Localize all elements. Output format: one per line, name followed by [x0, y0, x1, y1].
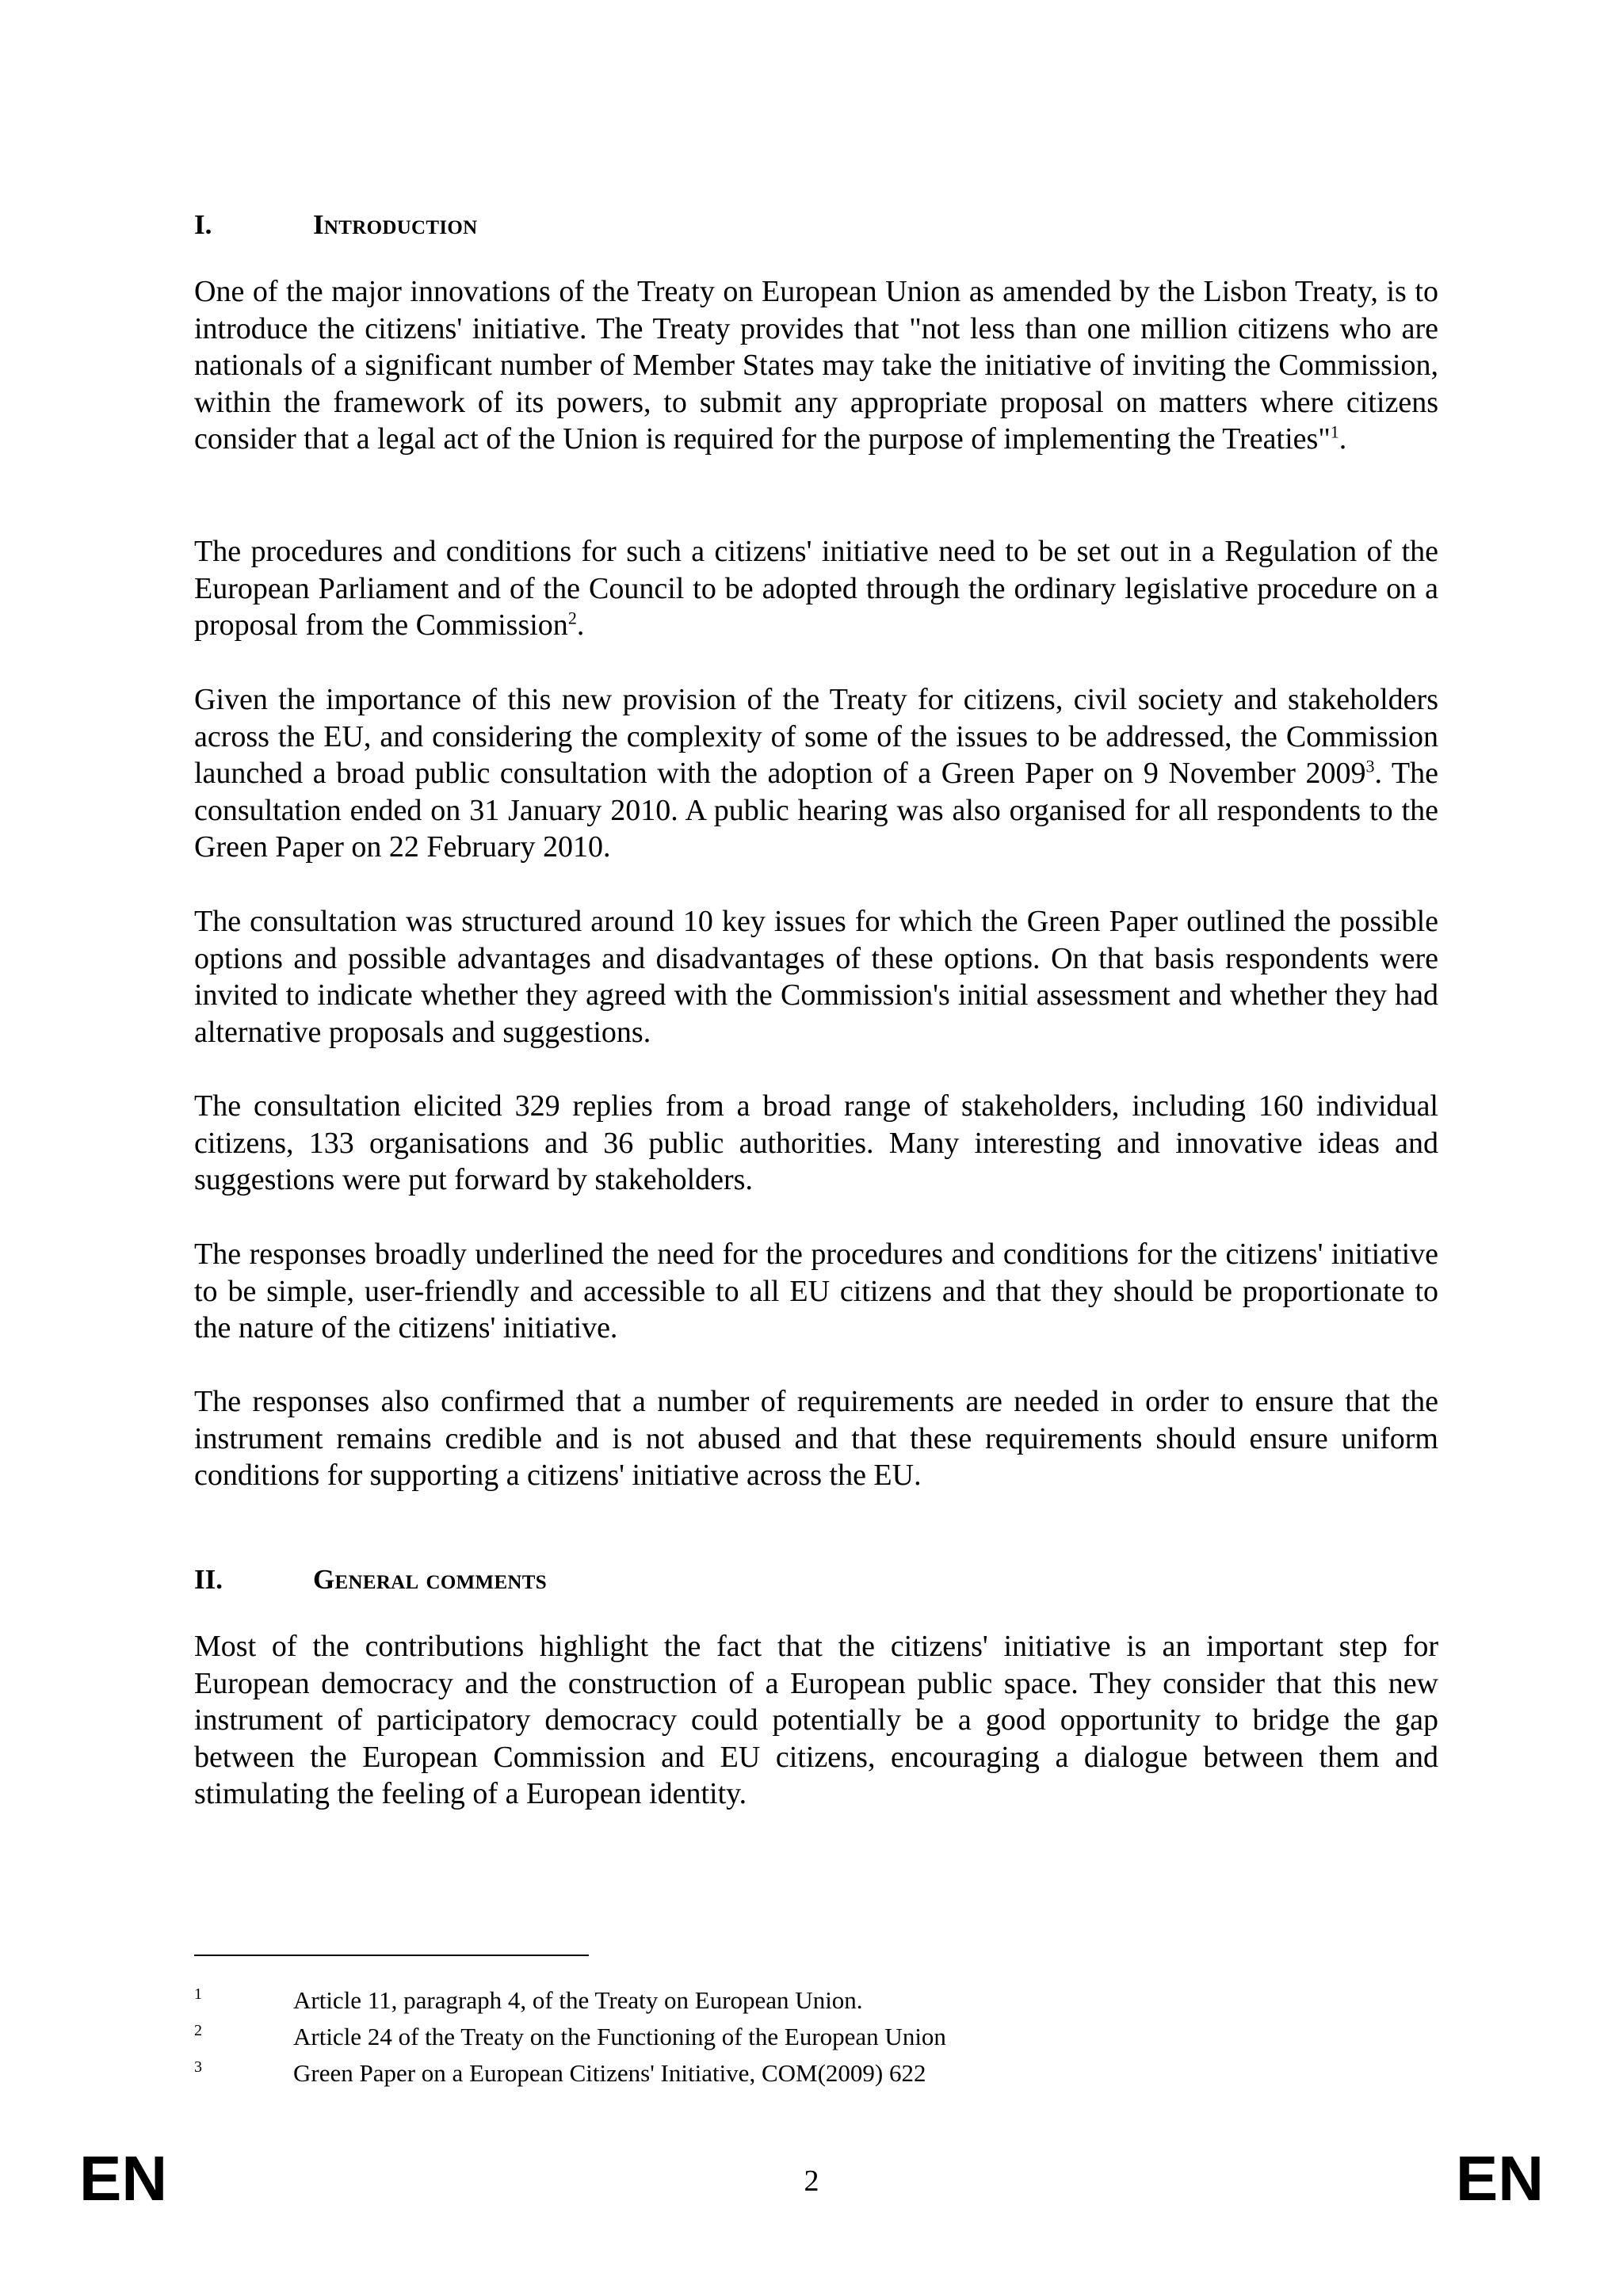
footnote-number: 3	[194, 2058, 202, 2076]
footnote-text: Green Paper on a European Citizens' Initiative, COM(2009) 622	[293, 2059, 926, 2087]
paragraph: Most of the contributions highlight the fact that the citizens' initiative is an important step for European democracy and the construction of a European public space. They consider that this new instrument of participatory democracy could potentially be a good opportunity to bridge the gap between the European Commission and EU citizens, encouraging a dialogue between them and stimulating the feeling of a European identity.	[194, 1630, 1438, 1810]
section-heading-general-comments	[194, 1562, 547, 1597]
section-number: II.	[194, 1564, 223, 1595]
language-mark-right: EN	[1455, 2143, 1544, 2214]
page-number: 2	[804, 2164, 819, 2198]
paragraph: Given the importance of this new provision of the Treaty for citizens, civil society and stakeholders across the EU, and considering the complexity of some of the issues to be addressed, the Commission launched a broad public consultation with the adoption of a Green Paper on 9 November 2009$^3$. The consultation ended on 31 January 2010. A public hearing was also organised for all respondents to the Green Paper on 22 February 2010.	[194, 683, 1438, 864]
footnote-reference: 2	[567, 608, 577, 628]
footnote-text: Article 11, paragraph 4, of the Treaty on European Union.	[293, 1986, 863, 2014]
language-mark-left: EN	[79, 2143, 168, 2214]
footnote-number: 2	[194, 2022, 202, 2039]
section-title: General comments	[313, 1564, 547, 1595]
paragraph: The consultation was structured around 10 key issues for which the Green Paper outlined the possible options and possible advantages and disadvantages of these options. On that basis respondents were invited to indicate whether they agreed with the Commission's initial assessment and whether they had alternative proposals and suggestions.	[194, 905, 1438, 1049]
footnote-text: Article 24 of the Treaty on the Functioning of the European Union	[293, 2023, 946, 2050]
section-title: Introduction	[313, 209, 478, 240]
footnote-separator	[194, 1955, 589, 1956]
paragraph: The responses broadly underlined the need for the procedures and conditions for the citizens' initiative to be simple, user-friendly and accessible to all EU citizens and that they should be proportionate to the nature of the citizens' initiative.	[194, 1238, 1438, 1344]
footnote-reference: 1	[1330, 421, 1339, 442]
paragraph: The consultation elicited 329 replies from a broad range of stakeholders, including 160 individual citizens, 133 organisations and 36 public authorities. Many interesting and innovative ideas and suggestions were put forward by stakeholders.	[194, 1089, 1438, 1196]
footnote-number: 1	[194, 1985, 202, 2003]
paragraph: The procedures and conditions for such a citizens' initiative need to be set out in a Regulation of the European Parliament and of the Council to be adopted through the ordinary legislative procedure on a proposal from the Commission$^2$.	[194, 535, 1438, 642]
paragraph: The responses also confirmed that a number of requirements are needed in order to ensure that the instrument remains credible and is not abused and that these requirements should ensure uniform conditions for supporting a citizens' initiative across the EU.	[194, 1385, 1438, 1492]
paragraph: One of the major innovations of the Treaty on European Union as amended by the Lisbon Treaty, is to introduce the citizens' initiative. The Treaty provides that "not less than one million citizens who are nationals of a significant number of Member States may take the initiative of inviting the Commission, within the framework of its powers, to submit any appropriate proposal on matters where citizens consider that a legal act of the Union is required for the purpose of implementing the Treaties"$^1$.	[194, 275, 1438, 456]
footnote-reference: 3	[1365, 756, 1375, 776]
section-number: I.	[194, 209, 212, 240]
section-heading-introduction	[194, 208, 478, 242]
